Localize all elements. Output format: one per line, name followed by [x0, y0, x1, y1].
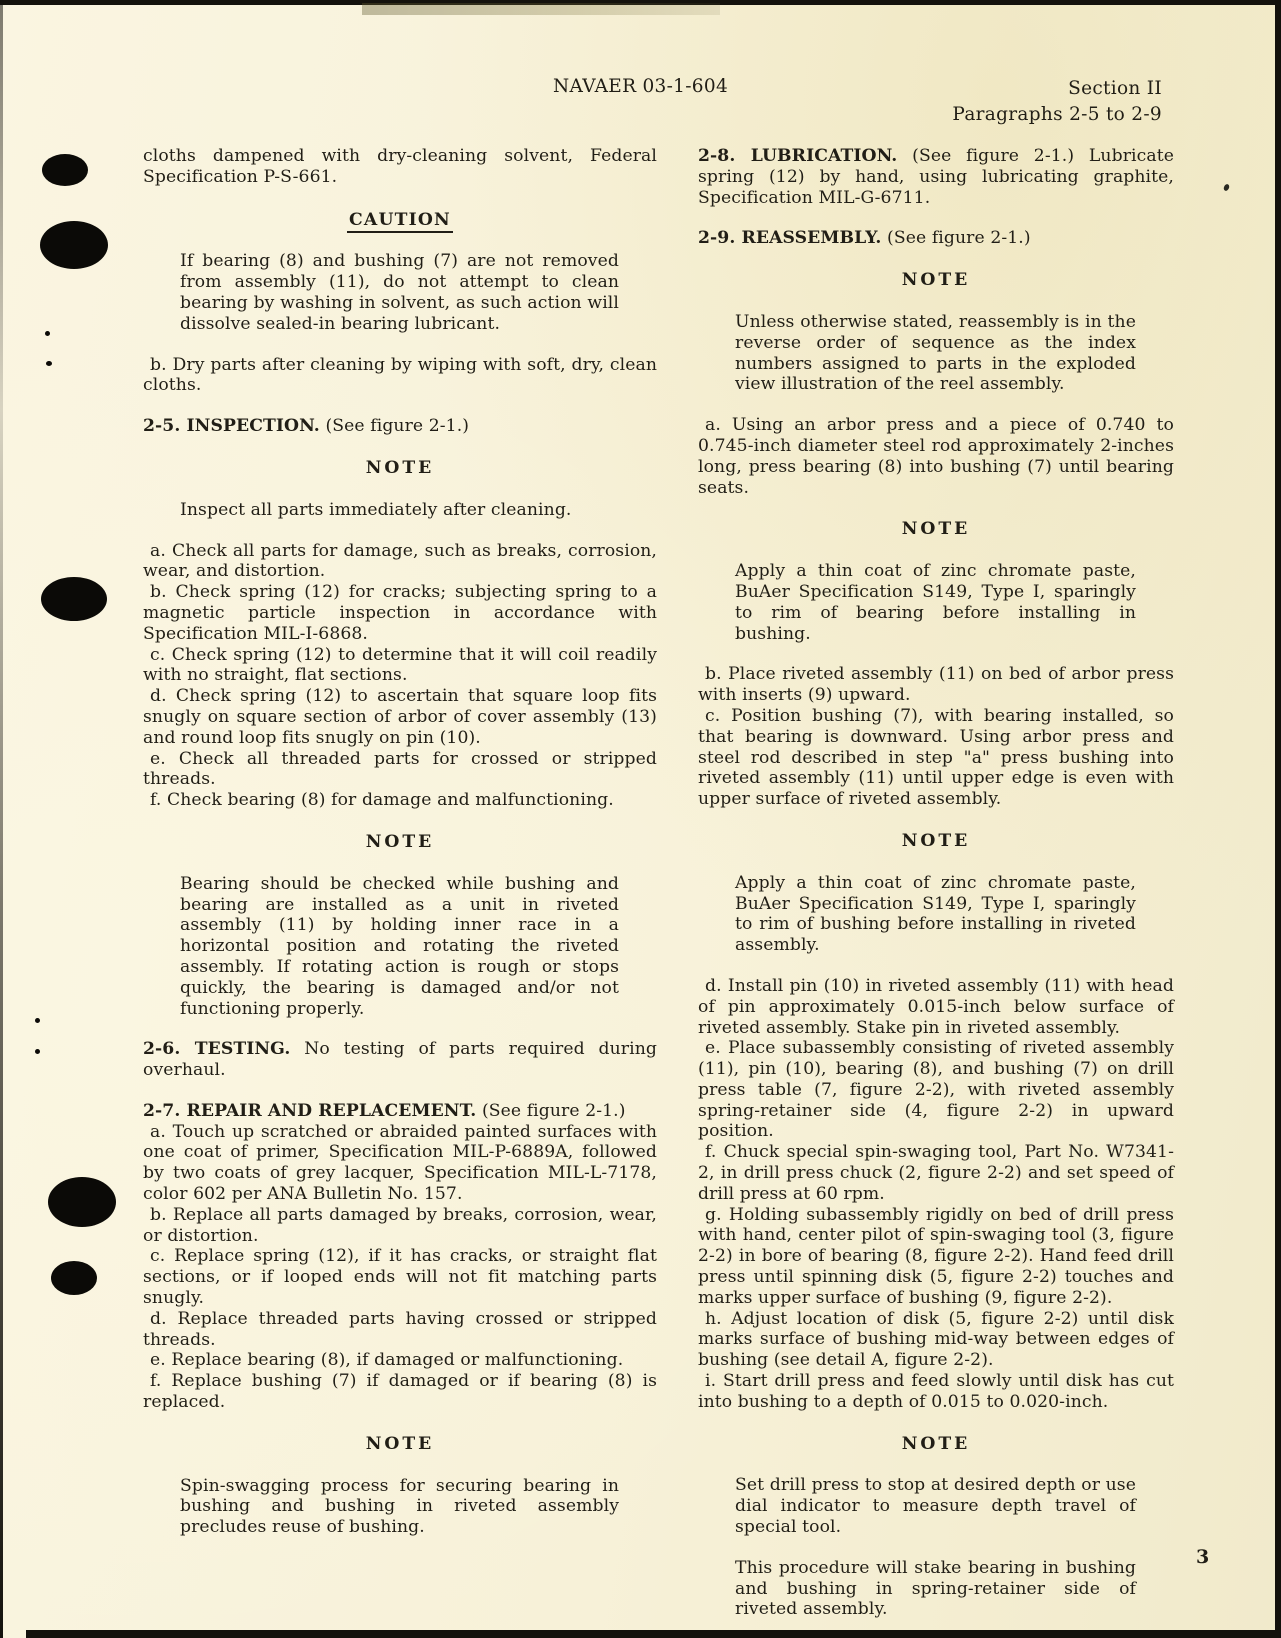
paragraph-text: g. Holding subassembly rigidly on bed of drill press with hand, center pilot of spin-swaging tool (3, figure 2-2) in bore of bearing (8, figure 2-2). Hand feed drill press until spinning disk (5, figure 2-2) touches and marks upper surface of bushing (9, figure 2-2). [698, 1204, 1174, 1308]
list-item-paragraph [143, 686, 657, 748]
section-info [952, 76, 1162, 128]
paragraph-text: a. Check all parts for damage, such as breaks, corrosion, wear, and distortion. [143, 540, 657, 582]
binder-hole [42, 154, 88, 186]
paragraph-text: cloths dampened with dry-cleaning solvent, Federal Specification P-S-661. [143, 146, 657, 187]
binder-hole-speck [45, 331, 50, 336]
list-item-paragraph [698, 1142, 1174, 1204]
list-item-paragraph [143, 1205, 657, 1247]
list-item-paragraph [143, 790, 657, 811]
list-item-paragraph [143, 749, 657, 791]
list-item-paragraph [143, 645, 657, 687]
paragraph-text: If bearing (8) and bushing (7) are not removed from assembly (11), do not attempt to clean bearing by washing in solvent, as such action will dissolve sealed-in bearing lubricant. [180, 251, 619, 334]
list-item-paragraph [698, 1371, 1174, 1413]
paragraph-text: e. Place subassembly consisting of riveted assembly (11), pin (10), bearing (8), and bushing (7) on drill press table (7, figure 2-2), with riveted assembly spring-retainer side (4, figure 2-2) in upward position. [698, 1038, 1174, 1142]
paragraph-lead: 2-7. REPAIR AND REPLACEMENT. [143, 1100, 477, 1121]
list-item-paragraph [698, 415, 1174, 498]
paragraph-text: Spin-swagging process for securing bearing in bushing and bushing in riveted assembly precludes reuse of bushing. [180, 1475, 619, 1538]
paragraph-text: Set drill press to stop at desired depth or use dial indicator to measure depth travel of special tool. [735, 1475, 1136, 1538]
list-item-paragraph [143, 1350, 657, 1371]
paragraph-text: b. Place riveted assembly (11) on bed of arbor press with inserts (9) upward. [698, 664, 1174, 706]
paragraph-text: f. Replace bushing (7) if damaged or if bearing (8) is replaced. [143, 1371, 657, 1413]
note-paragraph [143, 1476, 657, 1538]
paragraph-text: Unless otherwise stated, reassembly is in the reverse order of sequence as the index numbers assigned to parts in the exploded view illustration of the reel assembly. [735, 311, 1136, 395]
binder-hole-speck [46, 361, 52, 366]
list-item-paragraph [143, 1371, 657, 1413]
note-heading [143, 1434, 657, 1455]
heading-text: NOTE [901, 519, 971, 540]
paragraph-text: Inspect all parts immediately after cleaning. [180, 499, 572, 520]
paragraph-text: (See figure 2-1.) Lubricate spring (12) by hand, using lubricating graphite, Specification MIL-G-6711. [698, 146, 1174, 208]
list-item-paragraph [143, 355, 657, 397]
binder-hole-speck [35, 1049, 40, 1054]
paragraph-lead: 2-6. TESTING. [143, 1039, 291, 1060]
list-item-paragraph [698, 1309, 1174, 1371]
binder-hole [51, 1261, 97, 1295]
page-number: 3 [1196, 1546, 1210, 1568]
paragraph-range: Paragraphs 2-5 to 2-9 [952, 104, 1162, 125]
paragraph-text: f. Chuck special spin-swaging tool, Part No. W7341-2, in drill press chuck (2, figure 2-2) and set speed of drill press at 60 rpm. [698, 1142, 1174, 1204]
scan-top-smudge [362, 3, 720, 15]
paragraph-text: d. Check spring (12) to ascertain that square loop fits snugly on square section of arbor of cover assembly (13) and round loop fits snugly on pin (10). [143, 686, 657, 748]
binder-hole-speck [35, 1018, 40, 1023]
paragraph-text: a. Touch up scratched or abraided painted surfaces with one coat of primer, Specification MIL-P-6889A, followed by two coats of grey lacquer, Specification MIL-L-7178, color 602 per ANA Bulletin No. 157. [143, 1121, 657, 1205]
paragraph-text: b. Check spring (12) for cracks; subjecting spring to a magnetic particle inspection in accordance with Specification MIL-I-6868. [143, 582, 657, 644]
section-paragraph [143, 146, 657, 188]
list-item-paragraph [143, 1122, 657, 1205]
heading-text: NOTE [901, 1433, 971, 1454]
paragraph-lead: 2-9. REASSEMBLY. [698, 228, 882, 249]
paragraph-text: c. Replace spring (12), if it has cracks, or straight flat sections, or if looped ends will not fit matching parts snugly. [143, 1246, 657, 1309]
scan-speck [1223, 183, 1230, 191]
heading-text: CAUTION [347, 210, 453, 233]
note-paragraph [698, 1475, 1174, 1537]
paragraph-text: This procedure will stake bearing in bushing and bushing in spring-retainer side of riveted assembly. [735, 1557, 1136, 1620]
paragraph-text: (See figure 2-1.) [481, 1100, 626, 1121]
paragraph-text: d. Install pin (10) in riveted assembly (11) with head of pin approximately 0.015-inch below surface of riveted assembly. Stake pin in riveted assembly. [698, 975, 1174, 1038]
list-item-paragraph [698, 976, 1174, 1038]
note-heading [698, 519, 1174, 540]
heading-text: NOTE [901, 270, 971, 291]
note-heading [698, 270, 1174, 291]
caution-heading [143, 210, 657, 231]
paragraph-text: e. Replace bearing (8), if damaged or malfunctioning. [150, 1350, 624, 1371]
note-heading [698, 1434, 1174, 1455]
paragraph-text: a. Using an arbor press and a piece of 0.740 to 0.745-inch diameter steel rod approximately 2-inches long, press bearing (8) into bushing (7) until bearing seats. [698, 415, 1174, 498]
list-item-paragraph [698, 1038, 1174, 1142]
scan-left-edge [0, 0, 3, 1638]
section-paragraph [698, 146, 1174, 208]
paragraph-text: (See figure 2-1.) [887, 228, 1031, 249]
binder-hole [48, 1177, 116, 1227]
note-heading [143, 832, 657, 853]
doc-number: NAVAER 03-1-604 [552, 76, 729, 97]
heading-text: NOTE [365, 457, 435, 478]
paragraph-text: b. Dry parts after cleaning by wiping with soft, dry, clean cloths. [143, 354, 657, 396]
list-item-paragraph [698, 664, 1174, 706]
paragraph-text: (See figure 2-1.) [325, 416, 470, 437]
heading-text: NOTE [365, 1433, 435, 1454]
note-paragraph [143, 500, 657, 521]
section-paragraph [143, 416, 657, 437]
paragraph-lead: 2-8. LUBRICATION. [698, 146, 898, 166]
list-item-paragraph [143, 582, 657, 644]
paragraph-lead: 2-5. INSPECTION. [143, 416, 320, 437]
note-paragraph [698, 1558, 1174, 1620]
heading-text: NOTE [901, 830, 971, 851]
note-heading [698, 831, 1174, 852]
scan-right-edge [1275, 0, 1281, 1638]
note-paragraph [698, 561, 1174, 644]
paragraph-text: h. Adjust location of disk (5, figure 2-2) until disk marks surface of bushing mid-way between edges of bushing (see detail A, figure 2-2). [698, 1308, 1174, 1371]
note-paragraph [698, 873, 1174, 956]
binder-hole [41, 577, 107, 621]
section-paragraph [143, 1101, 657, 1122]
paragraph-text: Apply a thin coat of zinc chromate paste, BuAer Specification S149, Type I, sparingly to rim of bushing before installing in riveted assembly. [735, 872, 1136, 956]
right-column [698, 146, 1174, 1638]
paragraph-text: c. Position bushing (7), with bearing installed, so that bearing is downward. Using arbor press and steel rod described in step "a" press bushing into riveted assembly (11) until upper edge is even with upper surface of riveted assembly. [698, 705, 1174, 810]
paragraph-text: i. Start drill press and feed slowly until disk has cut into bushing to a depth of 0.015 to 0.020-inch. [698, 1371, 1174, 1412]
paragraph-text: c. Check spring (12) to determine that it will coil readily with no straight, flat sections. [143, 644, 657, 686]
note-paragraph [698, 312, 1174, 395]
note-heading [143, 458, 657, 479]
section-paragraph [143, 1039, 657, 1081]
paragraph-text: f. Check bearing (8) for damage and malfunctioning. [150, 790, 614, 811]
left-column [143, 146, 657, 1558]
note-paragraph [143, 251, 657, 334]
paragraph-text: Bearing should be checked while bushing and bearing are installed as a unit in riveted assembly (11) by holding inner race in a horizontal position and rotating the riveted assembly. If rotating action is rough or stops quickly, the bearing is damaged and/or not functioning properly. [180, 873, 619, 1019]
note-paragraph [143, 874, 657, 1020]
paragraph-text: b. Replace all parts damaged by breaks, corrosion, wear, or distortion. [143, 1204, 657, 1246]
paragraph-text: Apply a thin coat of zinc chromate paste, BuAer Specification S149, Type I, sparingly to rim of bearing before installing in bushing. [735, 561, 1136, 644]
list-item-paragraph [143, 1246, 657, 1308]
section-title: Section II [1068, 78, 1162, 99]
paragraph-text: e. Check all threaded parts for crossed or stripped threads. [143, 748, 657, 790]
list-item-paragraph [143, 1309, 657, 1351]
paragraph-text: No testing of parts required during overhaul. [143, 1039, 657, 1081]
list-item-paragraph [143, 541, 657, 583]
list-item-paragraph [698, 706, 1174, 810]
binder-hole [40, 221, 108, 269]
list-item-paragraph [698, 1205, 1174, 1309]
paragraph-text: d. Replace threaded parts having crossed or stripped threads. [143, 1308, 657, 1350]
section-paragraph [698, 228, 1174, 249]
heading-text: NOTE [365, 831, 435, 852]
